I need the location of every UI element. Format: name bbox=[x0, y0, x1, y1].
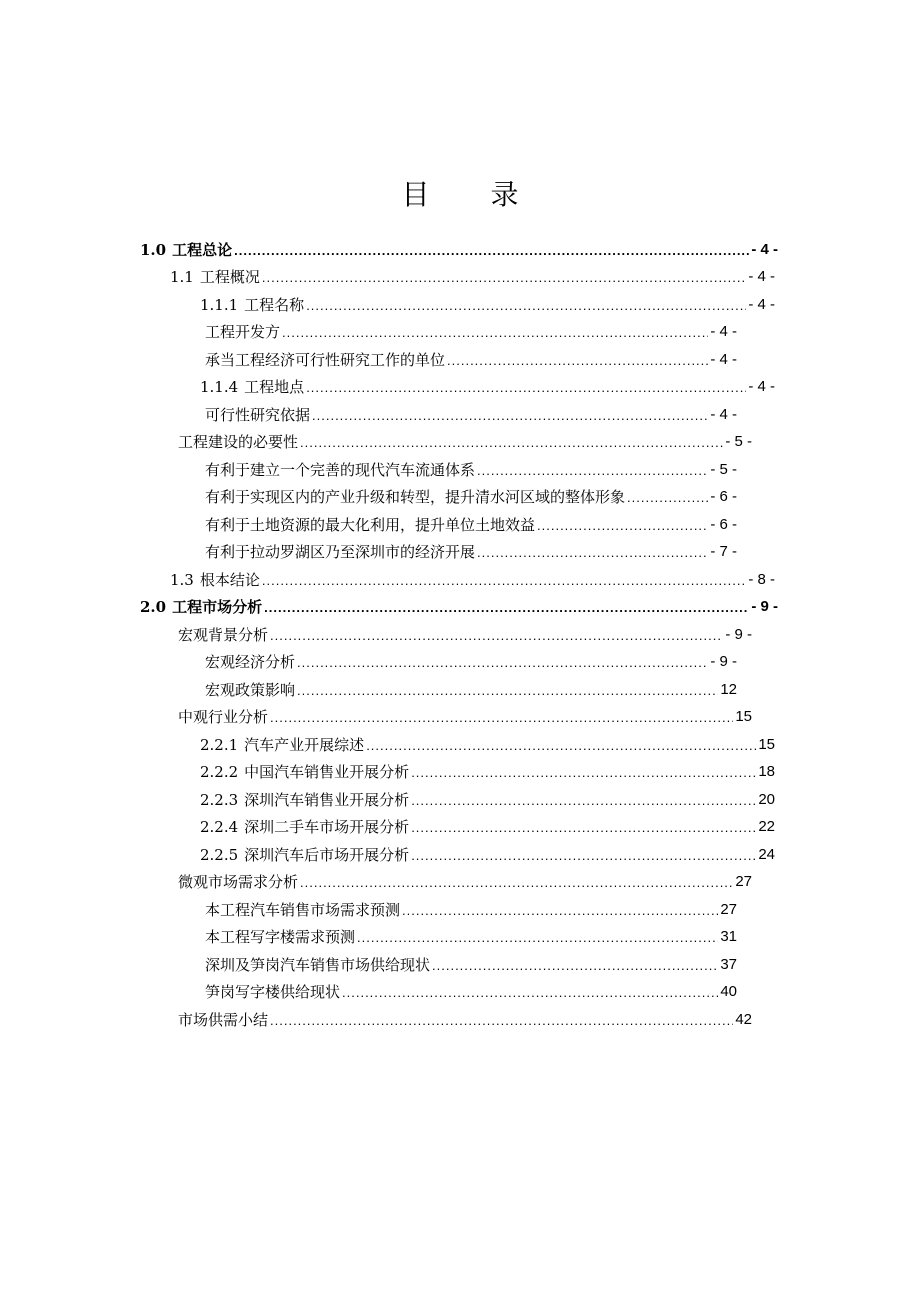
toc-entry-label bbox=[205, 543, 475, 561]
toc-entry-page: 27 bbox=[735, 873, 752, 890]
toc-entry[interactable] bbox=[178, 699, 752, 726]
toc-entry-text: 可行性研究依据 bbox=[205, 406, 311, 424]
toc-entry-label bbox=[178, 873, 298, 891]
toc-entry[interactable] bbox=[200, 369, 775, 396]
toc-entry-page: 15 bbox=[758, 736, 775, 753]
toc-entry-label bbox=[205, 901, 400, 919]
dot-leader bbox=[411, 793, 756, 809]
toc-entry-number: 1.1.4 bbox=[200, 378, 239, 396]
toc-entry-text: 工程概况 bbox=[199, 268, 260, 286]
dot-leader bbox=[342, 985, 718, 1001]
toc-entry[interactable] bbox=[200, 287, 775, 314]
toc-entry-number: 1.1.1 bbox=[200, 296, 239, 314]
dot-leader bbox=[627, 490, 708, 506]
dot-leader bbox=[262, 270, 746, 286]
toc-entry-page: 22 bbox=[758, 818, 775, 835]
toc-entry-label bbox=[200, 296, 304, 314]
dot-leader bbox=[477, 545, 708, 561]
dot-leader bbox=[270, 628, 723, 644]
dot-leader bbox=[270, 710, 733, 726]
toc-entry[interactable] bbox=[205, 479, 737, 506]
dot-leader bbox=[411, 848, 756, 864]
toc-entry-label bbox=[200, 791, 409, 809]
dot-leader bbox=[300, 875, 733, 891]
dot-leader bbox=[262, 573, 746, 589]
toc-entry-text: 中国汽车销售业开展分析 bbox=[244, 763, 410, 781]
toc-entry-number: 2.0 bbox=[140, 598, 167, 616]
toc-entry-page: 40 bbox=[720, 983, 737, 1000]
toc-entry-label bbox=[170, 268, 260, 286]
toc-entry-number: 2.2.5 bbox=[200, 846, 239, 864]
toc-entry-text: 有利于建立一个完善的现代汽车流通体系 bbox=[205, 461, 476, 479]
toc-entry[interactable] bbox=[178, 864, 752, 891]
toc-entry-text: 有利于拉动罗湖区乃至深圳市的经济开展 bbox=[205, 543, 476, 561]
toc-entry-page: - 5 - bbox=[725, 433, 752, 450]
toc-entry-label bbox=[205, 351, 445, 369]
toc-entry-label bbox=[205, 681, 295, 699]
dot-leader bbox=[477, 463, 708, 479]
dot-leader bbox=[447, 353, 708, 369]
toc-entry[interactable] bbox=[140, 232, 778, 259]
toc-entry-page: 20 bbox=[758, 791, 775, 808]
toc-entry-number: 1.0 bbox=[140, 241, 167, 259]
toc-entry-text: 深圳汽车销售业开展分析 bbox=[244, 791, 410, 809]
toc-entry-page: - 4 - bbox=[748, 296, 775, 313]
toc-entry-text: 本工程汽车销售市场需求预测 bbox=[205, 901, 401, 919]
toc-entry-page: - 4 - bbox=[710, 351, 737, 368]
toc-entry-number: 1.3 bbox=[170, 571, 194, 589]
toc-entry-label bbox=[178, 708, 268, 726]
toc-entry-number: 2.2.2 bbox=[200, 763, 239, 781]
toc-entry[interactable] bbox=[178, 1002, 752, 1029]
toc-entry-text: 有利于实现区内的产业升级和转型，提升清水河区域的整体形象 bbox=[205, 488, 626, 506]
toc-entry-page: 12 bbox=[720, 681, 737, 698]
toc-entry[interactable] bbox=[205, 507, 737, 534]
toc-entry-number: 2.2.1 bbox=[200, 736, 239, 754]
toc-entry-text: 工程开发方 bbox=[205, 323, 281, 341]
dot-leader bbox=[282, 325, 708, 341]
toc-entry-label bbox=[178, 626, 268, 644]
toc-entry-text: 笋岗写字楼供给现状 bbox=[205, 983, 341, 1001]
toc-entry-page: 27 bbox=[720, 901, 737, 918]
toc-entry-text: 深圳及笋岗汽车销售市场供给现状 bbox=[205, 956, 431, 974]
toc-entry-page: - 9 - bbox=[725, 626, 752, 643]
toc-entry-label bbox=[200, 736, 364, 754]
toc-entry[interactable] bbox=[140, 589, 778, 616]
toc-entry[interactable] bbox=[205, 947, 737, 974]
toc-entry-page: - 4 - bbox=[710, 323, 737, 340]
toc-entry-page: 42 bbox=[735, 1011, 752, 1028]
toc-entry-page: - 9 - bbox=[710, 653, 737, 670]
toc-entry-page: - 4 - bbox=[710, 406, 737, 423]
toc-entry-text: 工程市场分析 bbox=[172, 598, 263, 616]
toc-entry[interactable] bbox=[200, 809, 775, 836]
toc-entry[interactable] bbox=[200, 782, 775, 809]
toc-entry-number: 2.2.3 bbox=[200, 791, 239, 809]
toc-entry-page: 31 bbox=[720, 928, 737, 945]
toc-entry[interactable] bbox=[205, 314, 737, 341]
toc-entry-page: - 4 - bbox=[748, 378, 775, 395]
toc-entry-text: 有利于土地资源的最大化利用，提升单位土地效益 bbox=[205, 516, 536, 534]
toc-entry-label bbox=[140, 241, 232, 259]
toc-entry[interactable] bbox=[200, 727, 775, 754]
toc-entry-text: 根本结论 bbox=[199, 571, 260, 589]
toc-entry-label bbox=[205, 406, 310, 424]
toc-entry-text: 中观行业分析 bbox=[178, 708, 269, 726]
toc-entry-text: 工程地点 bbox=[244, 378, 305, 396]
toc-entry-text: 宏观背景分析 bbox=[178, 626, 269, 644]
dot-leader bbox=[357, 930, 718, 946]
toc-entry-label bbox=[205, 956, 430, 974]
toc-entry[interactable] bbox=[170, 259, 775, 286]
dot-leader bbox=[411, 820, 756, 836]
toc-entry[interactable] bbox=[205, 892, 737, 919]
toc-entry[interactable] bbox=[205, 452, 737, 479]
toc-entry-text: 工程总论 bbox=[172, 241, 233, 259]
dot-leader bbox=[264, 600, 749, 616]
toc-entry-page: 37 bbox=[720, 956, 737, 973]
dot-leader bbox=[306, 380, 746, 396]
toc-entry-label bbox=[200, 763, 409, 781]
toc-entry[interactable] bbox=[205, 534, 737, 561]
dot-leader bbox=[312, 408, 708, 424]
toc-entry-page: - 6 - bbox=[710, 488, 737, 505]
toc-entry-text: 汽车产业开展综述 bbox=[244, 736, 365, 754]
toc-entry[interactable] bbox=[205, 342, 737, 369]
toc-entry-text: 承当工程经济可行性研究工作的单位 bbox=[205, 351, 446, 369]
toc-entry-label bbox=[205, 983, 340, 1001]
toc-entry-number: 1.1 bbox=[170, 268, 194, 286]
toc-entry[interactable] bbox=[200, 754, 775, 781]
toc-entry-label bbox=[205, 488, 625, 506]
toc-entry-label bbox=[170, 571, 260, 589]
toc-entry-text: 深圳二手车市场开展分析 bbox=[244, 818, 410, 836]
dot-leader bbox=[234, 243, 749, 259]
dot-leader bbox=[432, 958, 718, 974]
toc-title: 目 录 bbox=[401, 178, 545, 211]
toc-entry-page: - 8 - bbox=[748, 571, 775, 588]
toc-entry-label bbox=[140, 598, 262, 616]
toc-entry-page: 15 bbox=[735, 708, 752, 725]
toc-entry-label bbox=[178, 433, 298, 451]
toc-entry-label bbox=[205, 516, 535, 534]
dot-leader bbox=[402, 903, 718, 919]
toc-entry[interactable] bbox=[205, 974, 737, 1001]
dot-leader bbox=[411, 765, 756, 781]
toc-entry[interactable] bbox=[205, 397, 737, 424]
toc-entry-text: 工程建设的必要性 bbox=[178, 433, 299, 451]
dot-leader bbox=[366, 738, 756, 754]
dot-leader bbox=[270, 1013, 733, 1029]
toc-entry[interactable] bbox=[200, 837, 775, 864]
dot-leader bbox=[297, 655, 708, 671]
toc-entry[interactable] bbox=[205, 919, 737, 946]
toc-entry-label bbox=[205, 928, 355, 946]
toc-entry[interactable] bbox=[170, 562, 775, 589]
toc-entry-label bbox=[205, 461, 475, 479]
toc-entry-page: - 7 - bbox=[710, 543, 737, 560]
toc-entry-page: - 4 - bbox=[751, 241, 778, 258]
dot-leader bbox=[300, 435, 723, 451]
toc-entry-text: 市场供需小结 bbox=[178, 1011, 269, 1029]
dot-leader bbox=[537, 518, 708, 534]
toc-entry-text: 微观市场需求分析 bbox=[178, 873, 299, 891]
dot-leader bbox=[306, 298, 746, 314]
toc-entry-label bbox=[200, 846, 409, 864]
toc-entry-page: - 4 - bbox=[748, 268, 775, 285]
toc-entry[interactable] bbox=[178, 424, 752, 451]
toc-entry-page: - 5 - bbox=[710, 461, 737, 478]
toc-entry-text: 宏观经济分析 bbox=[205, 653, 296, 671]
toc-entry-label bbox=[200, 818, 409, 836]
toc-entry-page: 24 bbox=[758, 846, 775, 863]
toc-entry-text: 深圳汽车后市场开展分析 bbox=[244, 846, 410, 864]
toc-entry-label bbox=[200, 378, 304, 396]
toc-entry-label bbox=[205, 653, 295, 671]
toc-entry-text: 本工程写字楼需求预测 bbox=[205, 928, 356, 946]
toc-entry-page: - 6 - bbox=[710, 516, 737, 533]
toc-entry-text: 工程名称 bbox=[244, 296, 305, 314]
toc-entry-page: - 9 - bbox=[751, 598, 778, 615]
toc-entry[interactable] bbox=[205, 644, 737, 671]
toc-entry-label bbox=[178, 1011, 268, 1029]
toc-entry-number: 2.2.4 bbox=[200, 818, 239, 836]
toc-entry[interactable] bbox=[178, 617, 752, 644]
dot-leader bbox=[297, 683, 718, 699]
toc-entry-label bbox=[205, 323, 280, 341]
toc-entry[interactable] bbox=[205, 672, 737, 699]
toc-entry-text: 宏观政策影响 bbox=[205, 681, 296, 699]
toc-entry-page: 18 bbox=[758, 763, 775, 780]
